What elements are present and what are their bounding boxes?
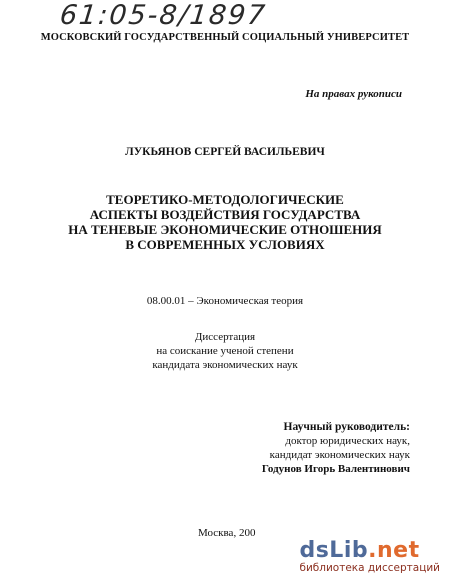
archive-stamp: 61:05-8/1897 bbox=[58, 0, 269, 31]
author-name: ЛУКЬЯНОВ СЕРГЕЙ ВАСИЛЬЕВИЧ bbox=[125, 146, 325, 158]
city-year: Москва, 200 bbox=[198, 527, 256, 539]
watermark-subtitle: библиотека диссертаций bbox=[299, 562, 440, 574]
title-line: ТЕОРЕТИКО-МЕТОДОЛОГИЧЕСКИЕ bbox=[106, 192, 344, 207]
university-name: МОСКОВСКИЙ ГОСУДАРСТВЕННЫЙ СОЦИАЛЬНЫЙ УНИВЕРСИТЕТ bbox=[40, 32, 410, 43]
dissertation-line: на соискание ученой степени bbox=[156, 345, 294, 357]
watermark-logo-part2: .net bbox=[368, 538, 420, 563]
dissertation-type bbox=[0, 330, 450, 372]
supervisor-degree: кандидат экономических наук bbox=[269, 449, 410, 461]
title-line: АСПЕКТЫ ВОЗДЕЙСТВИЯ ГОСУДАРСТВА bbox=[89, 207, 361, 222]
supervisor-degree: доктор юридических наук, bbox=[285, 435, 410, 447]
watermark bbox=[269, 538, 444, 576]
watermark-logo bbox=[299, 540, 440, 562]
dissertation-title bbox=[0, 192, 450, 252]
supervisor-name: Годунов Игорь Валентинович bbox=[261, 463, 410, 475]
supervisor-block bbox=[262, 420, 410, 476]
rights-note: На правах рукописи bbox=[305, 88, 402, 100]
supervisor-heading: Научный руководитель: bbox=[283, 421, 410, 433]
dissertation-line: кандидата экономических наук bbox=[152, 359, 298, 371]
title-line: НА ТЕНЕВЫЕ ЭКОНОМИЧЕСКИЕ ОТНОШЕНИЯ bbox=[68, 222, 382, 237]
title-line: В СОВРЕМЕННЫХ УСЛОВИЯХ bbox=[125, 237, 325, 252]
specialty-code: 08.00.01 – Экономическая теория bbox=[146, 295, 304, 307]
watermark-logo-part1: dsLib bbox=[299, 538, 369, 563]
dissertation-line: Диссертация bbox=[194, 331, 256, 343]
